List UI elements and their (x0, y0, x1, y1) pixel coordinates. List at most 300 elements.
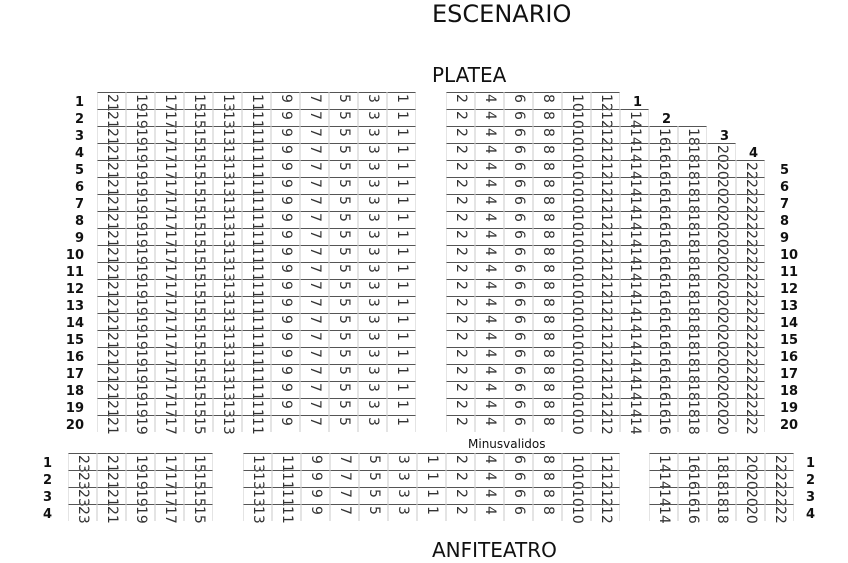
platea-seat[interactable] (591, 398, 620, 418)
platea-seat[interactable] (707, 364, 736, 384)
anfiteatro-seat[interactable] (359, 487, 388, 504)
platea-seat[interactable] (358, 262, 387, 279)
platea-seat[interactable] (591, 160, 620, 180)
platea-seat[interactable] (155, 143, 184, 163)
platea-seat[interactable] (184, 347, 213, 367)
platea-seat[interactable] (126, 160, 155, 180)
platea-seat[interactable] (300, 296, 329, 313)
platea-seat[interactable] (155, 381, 184, 401)
platea-seat[interactable] (213, 245, 242, 265)
platea-seat[interactable] (678, 262, 707, 282)
anfiteatro-seat[interactable] (765, 487, 794, 507)
platea-seat[interactable] (329, 228, 358, 245)
platea-seat[interactable] (126, 211, 155, 231)
platea-seat[interactable] (649, 245, 678, 265)
platea-seat[interactable] (126, 347, 155, 367)
platea-seat[interactable] (126, 143, 155, 163)
platea-seat[interactable] (213, 109, 242, 129)
platea-seat[interactable] (591, 381, 620, 401)
anfiteatro-seat[interactable] (155, 453, 184, 473)
platea-seat[interactable] (678, 415, 707, 435)
platea-seat[interactable] (562, 398, 591, 418)
platea-seat[interactable] (504, 126, 533, 143)
platea-seat[interactable] (271, 126, 300, 143)
platea-seat[interactable] (155, 92, 184, 112)
platea-seat[interactable] (271, 364, 300, 381)
anfiteatro-seat[interactable] (272, 470, 301, 490)
anfiteatro-seat[interactable] (301, 453, 330, 470)
platea-seat[interactable] (736, 415, 765, 435)
platea-seat[interactable] (446, 279, 475, 296)
platea-seat[interactable] (358, 415, 387, 432)
platea-seat[interactable] (649, 313, 678, 333)
anfiteatro-seat[interactable] (707, 504, 736, 524)
platea-seat[interactable] (562, 279, 591, 299)
platea-seat[interactable] (97, 415, 126, 435)
platea-seat[interactable] (446, 296, 475, 313)
platea-seat[interactable] (213, 279, 242, 299)
platea-seat[interactable] (533, 279, 562, 296)
platea-seat[interactable] (533, 109, 562, 126)
anfiteatro-seat[interactable] (678, 470, 707, 490)
platea-seat[interactable] (155, 160, 184, 180)
platea-seat[interactable] (97, 279, 126, 299)
anfiteatro-seat[interactable] (707, 470, 736, 490)
anfiteatro-seat[interactable] (591, 470, 620, 490)
platea-seat[interactable] (446, 313, 475, 330)
platea-seat[interactable] (446, 228, 475, 245)
platea-seat[interactable] (591, 330, 620, 350)
platea-seat[interactable] (242, 415, 271, 435)
platea-seat[interactable] (446, 347, 475, 364)
platea-seat[interactable] (533, 194, 562, 211)
platea-seat[interactable] (446, 245, 475, 262)
anfiteatro-seat[interactable] (562, 470, 591, 490)
platea-seat[interactable] (475, 126, 504, 143)
platea-seat[interactable] (504, 347, 533, 364)
platea-seat[interactable] (707, 415, 736, 435)
anfiteatro-seat[interactable] (68, 453, 97, 473)
platea-seat[interactable] (271, 347, 300, 364)
platea-seat[interactable] (271, 381, 300, 398)
anfiteatro-seat[interactable] (301, 487, 330, 504)
platea-seat[interactable] (649, 296, 678, 316)
platea-seat[interactable] (533, 126, 562, 143)
platea-seat[interactable] (271, 415, 300, 432)
platea-seat[interactable] (387, 109, 416, 126)
anfiteatro-seat[interactable] (68, 470, 97, 490)
platea-seat[interactable] (562, 194, 591, 214)
anfiteatro-seat[interactable] (591, 453, 620, 473)
platea-seat[interactable] (678, 347, 707, 367)
platea-seat[interactable] (300, 415, 329, 432)
platea-seat[interactable] (533, 262, 562, 279)
platea-seat[interactable] (678, 364, 707, 384)
platea-seat[interactable] (736, 177, 765, 197)
anfiteatro-seat[interactable] (359, 470, 388, 487)
platea-seat[interactable] (97, 92, 126, 112)
platea-seat[interactable] (184, 398, 213, 418)
platea-seat[interactable] (707, 177, 736, 197)
platea-seat[interactable] (300, 398, 329, 415)
platea-seat[interactable] (155, 262, 184, 282)
platea-seat[interactable] (707, 194, 736, 214)
anfiteatro-seat[interactable] (649, 453, 678, 473)
platea-seat[interactable] (184, 143, 213, 163)
platea-seat[interactable] (271, 211, 300, 228)
platea-seat[interactable] (358, 330, 387, 347)
platea-seat[interactable] (126, 228, 155, 248)
platea-seat[interactable] (446, 177, 475, 194)
platea-seat[interactable] (213, 228, 242, 248)
anfiteatro-seat[interactable] (475, 453, 504, 470)
platea-seat[interactable] (242, 211, 271, 231)
platea-seat[interactable] (591, 109, 620, 129)
platea-seat[interactable] (213, 296, 242, 316)
platea-seat[interactable] (504, 245, 533, 262)
platea-seat[interactable] (387, 262, 416, 279)
platea-seat[interactable] (446, 398, 475, 415)
anfiteatro-seat[interactable] (504, 504, 533, 521)
platea-seat[interactable] (126, 92, 155, 112)
platea-seat[interactable] (678, 398, 707, 418)
platea-seat[interactable] (329, 296, 358, 313)
anfiteatro-seat[interactable] (359, 453, 388, 470)
platea-seat[interactable] (475, 262, 504, 279)
platea-seat[interactable] (155, 364, 184, 384)
platea-seat[interactable] (649, 262, 678, 282)
platea-seat[interactable] (533, 296, 562, 313)
anfiteatro-seat[interactable] (155, 487, 184, 507)
platea-seat[interactable] (97, 245, 126, 265)
platea-seat[interactable] (300, 364, 329, 381)
platea-seat[interactable] (562, 347, 591, 367)
platea-seat[interactable] (126, 330, 155, 350)
platea-seat[interactable] (242, 92, 271, 112)
anfiteatro-seat[interactable] (417, 470, 446, 487)
platea-seat[interactable] (271, 313, 300, 330)
platea-seat[interactable] (329, 211, 358, 228)
platea-seat[interactable] (300, 92, 329, 109)
platea-seat[interactable] (620, 279, 649, 299)
platea-seat[interactable] (300, 211, 329, 228)
anfiteatro-seat[interactable] (155, 470, 184, 490)
platea-seat[interactable] (126, 364, 155, 384)
platea-seat[interactable] (475, 313, 504, 330)
platea-seat[interactable] (533, 245, 562, 262)
platea-seat[interactable] (358, 143, 387, 160)
platea-seat[interactable] (213, 330, 242, 350)
platea-seat[interactable] (242, 160, 271, 180)
platea-seat[interactable] (562, 92, 591, 112)
platea-seat[interactable] (184, 211, 213, 231)
platea-seat[interactable] (562, 245, 591, 265)
platea-seat[interactable] (97, 126, 126, 146)
platea-seat[interactable] (126, 279, 155, 299)
platea-seat[interactable] (620, 347, 649, 367)
anfiteatro-seat[interactable] (475, 504, 504, 521)
platea-seat[interactable] (242, 313, 271, 333)
platea-seat[interactable] (562, 143, 591, 163)
platea-seat[interactable] (242, 381, 271, 401)
platea-seat[interactable] (475, 279, 504, 296)
anfiteatro-seat[interactable] (243, 470, 272, 490)
platea-seat[interactable] (329, 381, 358, 398)
platea-seat[interactable] (707, 279, 736, 299)
platea-seat[interactable] (649, 126, 678, 146)
platea-seat[interactable] (387, 279, 416, 296)
platea-seat[interactable] (300, 381, 329, 398)
platea-seat[interactable] (242, 228, 271, 248)
anfiteatro-seat[interactable] (388, 470, 417, 487)
anfiteatro-seat[interactable] (126, 504, 155, 524)
platea-seat[interactable] (97, 364, 126, 384)
platea-seat[interactable] (387, 160, 416, 177)
platea-seat[interactable] (271, 296, 300, 313)
platea-seat[interactable] (271, 177, 300, 194)
platea-seat[interactable] (504, 211, 533, 228)
platea-seat[interactable] (707, 313, 736, 333)
platea-seat[interactable] (736, 245, 765, 265)
anfiteatro-seat[interactable] (504, 470, 533, 487)
platea-seat[interactable] (707, 381, 736, 401)
anfiteatro-seat[interactable] (417, 487, 446, 504)
anfiteatro-seat[interactable] (533, 487, 562, 504)
platea-seat[interactable] (329, 160, 358, 177)
platea-seat[interactable] (97, 160, 126, 180)
platea-seat[interactable] (300, 177, 329, 194)
platea-seat[interactable] (242, 279, 271, 299)
platea-seat[interactable] (155, 279, 184, 299)
platea-seat[interactable] (358, 279, 387, 296)
platea-seat[interactable] (533, 330, 562, 347)
platea-seat[interactable] (533, 228, 562, 245)
platea-seat[interactable] (446, 415, 475, 432)
platea-seat[interactable] (620, 296, 649, 316)
anfiteatro-seat[interactable] (649, 487, 678, 507)
anfiteatro-seat[interactable] (765, 470, 794, 490)
platea-seat[interactable] (358, 92, 387, 109)
platea-seat[interactable] (387, 228, 416, 245)
platea-seat[interactable] (707, 296, 736, 316)
platea-seat[interactable] (533, 381, 562, 398)
platea-seat[interactable] (155, 126, 184, 146)
platea-seat[interactable] (446, 109, 475, 126)
platea-seat[interactable] (329, 347, 358, 364)
platea-seat[interactable] (591, 415, 620, 435)
platea-seat[interactable] (387, 245, 416, 262)
platea-seat[interactable] (242, 347, 271, 367)
platea-seat[interactable] (184, 296, 213, 316)
platea-seat[interactable] (271, 228, 300, 245)
anfiteatro-seat[interactable] (97, 504, 126, 524)
platea-seat[interactable] (475, 296, 504, 313)
platea-seat[interactable] (358, 381, 387, 398)
platea-seat[interactable] (707, 262, 736, 282)
platea-seat[interactable] (446, 92, 475, 109)
platea-seat[interactable] (213, 92, 242, 112)
platea-seat[interactable] (242, 177, 271, 197)
platea-seat[interactable] (620, 364, 649, 384)
anfiteatro-seat[interactable] (97, 470, 126, 490)
anfiteatro-seat[interactable] (301, 504, 330, 521)
platea-seat[interactable] (387, 92, 416, 109)
platea-seat[interactable] (504, 262, 533, 279)
platea-seat[interactable] (387, 347, 416, 364)
platea-seat[interactable] (387, 194, 416, 211)
anfiteatro-seat[interactable] (301, 470, 330, 487)
anfiteatro-seat[interactable] (330, 487, 359, 504)
platea-seat[interactable] (184, 313, 213, 333)
platea-seat[interactable] (126, 245, 155, 265)
platea-seat[interactable] (620, 211, 649, 231)
platea-seat[interactable] (504, 194, 533, 211)
platea-seat[interactable] (678, 177, 707, 197)
platea-seat[interactable] (242, 143, 271, 163)
platea-seat[interactable] (155, 296, 184, 316)
platea-seat[interactable] (358, 364, 387, 381)
platea-seat[interactable] (155, 347, 184, 367)
platea-seat[interactable] (97, 143, 126, 163)
anfiteatro-seat[interactable] (330, 470, 359, 487)
platea-seat[interactable] (271, 398, 300, 415)
platea-seat[interactable] (504, 92, 533, 109)
platea-seat[interactable] (533, 313, 562, 330)
platea-seat[interactable] (591, 262, 620, 282)
platea-seat[interactable] (184, 381, 213, 401)
platea-seat[interactable] (329, 398, 358, 415)
anfiteatro-seat[interactable] (330, 504, 359, 521)
platea-seat[interactable] (242, 109, 271, 129)
platea-seat[interactable] (504, 398, 533, 415)
anfiteatro-seat[interactable] (562, 504, 591, 524)
platea-seat[interactable] (446, 330, 475, 347)
anfiteatro-seat[interactable] (243, 453, 272, 473)
platea-seat[interactable] (736, 160, 765, 180)
anfiteatro-seat[interactable] (765, 504, 794, 524)
platea-seat[interactable] (649, 194, 678, 214)
platea-seat[interactable] (620, 228, 649, 248)
platea-seat[interactable] (620, 262, 649, 282)
platea-seat[interactable] (329, 364, 358, 381)
platea-seat[interactable] (736, 228, 765, 248)
platea-seat[interactable] (300, 279, 329, 296)
platea-seat[interactable] (591, 279, 620, 299)
platea-seat[interactable] (242, 262, 271, 282)
platea-seat[interactable] (504, 313, 533, 330)
platea-seat[interactable] (300, 228, 329, 245)
anfiteatro-seat[interactable] (533, 470, 562, 487)
platea-seat[interactable] (533, 415, 562, 432)
platea-seat[interactable] (475, 109, 504, 126)
platea-seat[interactable] (649, 228, 678, 248)
platea-seat[interactable] (300, 245, 329, 262)
platea-seat[interactable] (213, 364, 242, 384)
anfiteatro-seat[interactable] (446, 453, 475, 470)
platea-seat[interactable] (736, 194, 765, 214)
anfiteatro-seat[interactable] (678, 504, 707, 524)
platea-seat[interactable] (387, 381, 416, 398)
platea-seat[interactable] (213, 143, 242, 163)
platea-seat[interactable] (533, 364, 562, 381)
platea-seat[interactable] (446, 160, 475, 177)
platea-seat[interactable] (213, 398, 242, 418)
platea-seat[interactable] (271, 143, 300, 160)
anfiteatro-seat[interactable] (649, 504, 678, 524)
platea-seat[interactable] (184, 330, 213, 350)
anfiteatro-seat[interactable] (504, 487, 533, 504)
platea-seat[interactable] (475, 398, 504, 415)
platea-seat[interactable] (126, 296, 155, 316)
platea-seat[interactable] (620, 381, 649, 401)
platea-seat[interactable] (562, 211, 591, 231)
anfiteatro-seat[interactable] (126, 453, 155, 473)
platea-seat[interactable] (184, 160, 213, 180)
platea-seat[interactable] (707, 245, 736, 265)
platea-seat[interactable] (213, 313, 242, 333)
platea-seat[interactable] (329, 194, 358, 211)
anfiteatro-seat[interactable] (97, 453, 126, 473)
anfiteatro-seat[interactable] (446, 470, 475, 487)
platea-seat[interactable] (504, 364, 533, 381)
platea-seat[interactable] (155, 415, 184, 435)
anfiteatro-seat[interactable] (736, 470, 765, 490)
platea-seat[interactable] (358, 109, 387, 126)
platea-seat[interactable] (387, 364, 416, 381)
platea-seat[interactable] (475, 245, 504, 262)
platea-seat[interactable] (475, 330, 504, 347)
platea-seat[interactable] (475, 228, 504, 245)
platea-seat[interactable] (707, 211, 736, 231)
platea-seat[interactable] (533, 177, 562, 194)
platea-seat[interactable] (504, 177, 533, 194)
platea-seat[interactable] (620, 177, 649, 197)
platea-seat[interactable] (387, 177, 416, 194)
platea-seat[interactable] (329, 109, 358, 126)
platea-seat[interactable] (300, 143, 329, 160)
anfiteatro-seat[interactable] (562, 453, 591, 473)
platea-seat[interactable] (504, 143, 533, 160)
anfiteatro-seat[interactable] (126, 487, 155, 507)
platea-seat[interactable] (184, 177, 213, 197)
platea-seat[interactable] (620, 245, 649, 265)
platea-seat[interactable] (446, 143, 475, 160)
platea-seat[interactable] (504, 109, 533, 126)
platea-seat[interactable] (300, 126, 329, 143)
platea-seat[interactable] (300, 262, 329, 279)
platea-seat[interactable] (300, 194, 329, 211)
platea-seat[interactable] (707, 228, 736, 248)
platea-seat[interactable] (591, 228, 620, 248)
platea-seat[interactable] (184, 279, 213, 299)
platea-seat[interactable] (387, 313, 416, 330)
platea-seat[interactable] (446, 381, 475, 398)
anfiteatro-seat[interactable] (417, 504, 446, 521)
platea-seat[interactable] (533, 160, 562, 177)
platea-seat[interactable] (155, 398, 184, 418)
platea-seat[interactable] (358, 398, 387, 415)
anfiteatro-seat[interactable] (678, 453, 707, 473)
platea-seat[interactable] (649, 160, 678, 180)
platea-seat[interactable] (475, 143, 504, 160)
platea-seat[interactable] (620, 143, 649, 163)
platea-seat[interactable] (387, 296, 416, 313)
anfiteatro-seat[interactable] (736, 453, 765, 473)
platea-seat[interactable] (184, 415, 213, 435)
platea-seat[interactable] (591, 92, 620, 112)
platea-seat[interactable] (591, 143, 620, 163)
anfiteatro-seat[interactable] (446, 504, 475, 521)
